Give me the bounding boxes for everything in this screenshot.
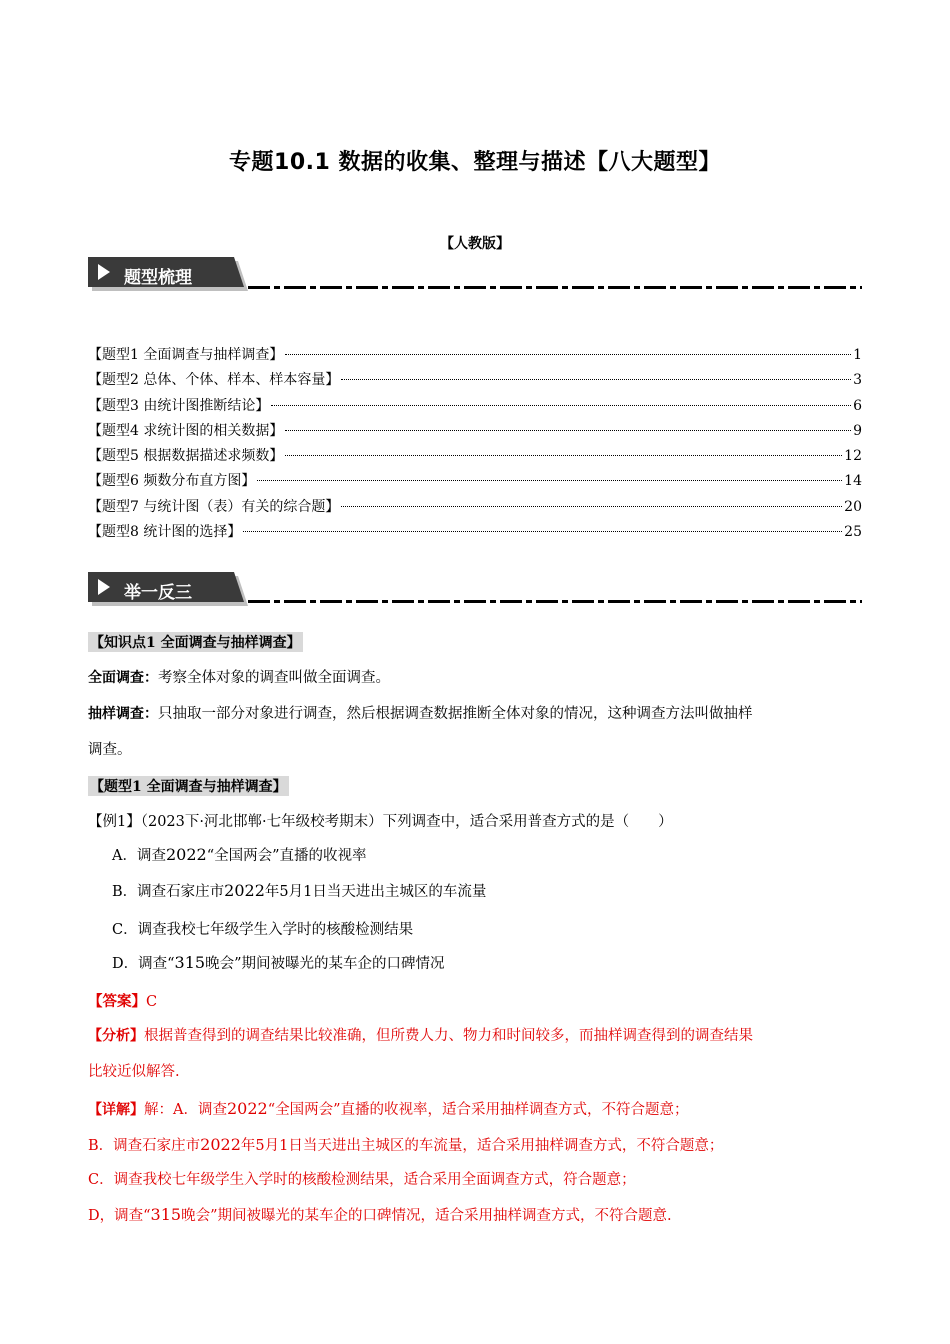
page-title: 专题10.1 数据的收集、整理与描述【八大题型】: [229, 150, 721, 175]
toc-banner: [88, 257, 248, 291]
analysis: 【分析】根据普查得到的调查结果比较准确，但所费人力、物力和时间较多，而抽样调查得到的调查结果: [88, 1028, 753, 1044]
toc-row[interactable]: 【题型5 根据数据描述求频数】 12: [88, 448, 862, 465]
detail-b: B．调查石家庄市2022年5月1日当天进出主城区的车流量，适合采用抽样调查方式，不符合题意；: [88, 1135, 724, 1154]
detail-a: 【详解】解：A．调查2022“全国两会”直播的收视率，适合采用抽样调查方式，不符合题意；: [88, 1099, 689, 1118]
banner-divider: [248, 600, 862, 603]
toc-row[interactable]: 【题型2 总体、个体、样本、样本容量】 3: [88, 372, 862, 389]
sample-survey-definition-cont: 调查。: [88, 742, 132, 758]
option-c: C．调查我校七年级学生入学时的核酸检测结果: [112, 922, 414, 938]
banner-divider: [248, 286, 862, 289]
toc-row[interactable]: 【题型4 求统计图的相关数据】 9: [88, 422, 862, 439]
toc-banner-label: 题型梳理: [124, 268, 192, 288]
type1-heading: 【题型1 全面调查与抽样调查】: [88, 776, 289, 796]
toc-row[interactable]: 【题型1 全面调查与抽样调查】 1: [88, 347, 862, 363]
option-d: D．调查“315晚会”期间被曝光的某车企的口碑情况: [112, 953, 445, 972]
toc-row[interactable]: 【题型6 频数分布直方图】 14: [88, 473, 862, 490]
toc-row[interactable]: 【题型3 由统计图推断结论】 6: [88, 397, 862, 414]
detail-c: C．调查我校七年级学生入学时的核酸检测结果，适合采用全面调查方式，符合题意；: [88, 1172, 636, 1188]
sample-survey-definition: 抽样调查：只抽取一部分对象进行调查，然后根据调查数据推断全体对象的情况，这种调查方法叫做抽样: [88, 706, 753, 722]
examples-banner: [88, 572, 248, 606]
option-a: A．调查2022“全国两会”直播的收视率: [112, 845, 367, 864]
example1-question: 【例1】（2023下·河北邯郸·七年级校考期末）下列调查中，适合采用普查方式的是（ ）: [88, 814, 673, 830]
answer: 【答案】C: [88, 993, 158, 1010]
full-survey-definition: 全面调查：考察全体对象的调查叫做全面调查。: [88, 670, 390, 686]
toc-row[interactable]: 【题型7 与统计图（表）有关的综合题】 20: [88, 498, 862, 515]
detail-d: D，调查“315晚会”期间被曝光的某车企的口碑情况，适合采用抽样调查方式，不符合题意.: [88, 1205, 672, 1224]
option-b: B．调查石家庄市2022年5月1日当天进出主城区的车流量: [112, 881, 487, 900]
edition-label: 【人教版】: [440, 236, 510, 252]
knowledge-heading: 【知识点1 全面调查与抽样调查】: [88, 632, 303, 652]
table-of-contents: [88, 343, 862, 545]
analysis-cont: 比较近似解答.: [88, 1064, 180, 1080]
examples-banner-label: 举一反三: [124, 583, 192, 603]
toc-row[interactable]: 【题型8 统计图的选择】 25: [88, 524, 862, 541]
